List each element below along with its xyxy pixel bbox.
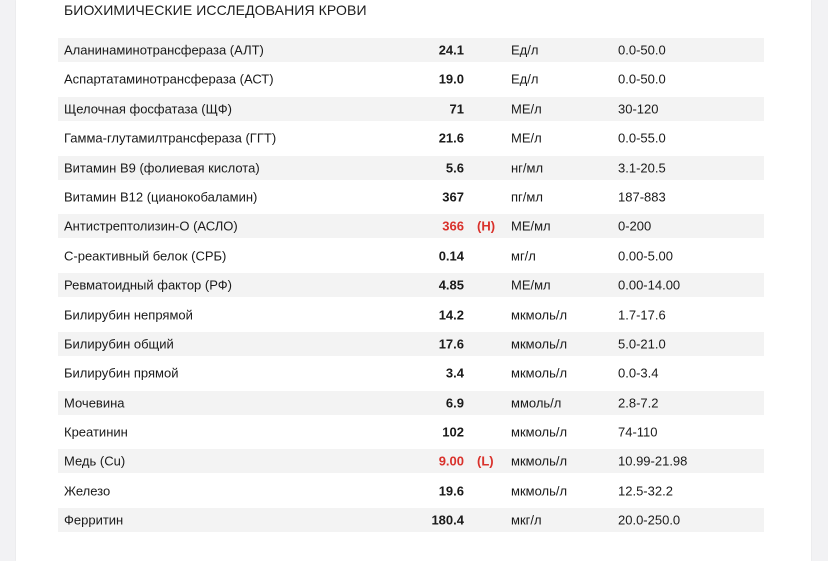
test-name: Щелочная фосфатаза (ЩФ) xyxy=(64,101,232,117)
test-unit: мкг/л xyxy=(511,512,542,528)
test-unit: МЕ/л xyxy=(511,130,542,146)
table-row xyxy=(58,361,764,385)
test-value: 14.2 xyxy=(438,307,464,323)
reference-range: 0.0-3.4 xyxy=(618,365,659,381)
table-row xyxy=(58,38,764,62)
test-value: 19.0 xyxy=(438,71,464,87)
test-value: 24.1 xyxy=(438,42,464,58)
test-value: 0.14 xyxy=(438,248,464,264)
report-page xyxy=(16,0,811,561)
test-unit: мкмоль/л xyxy=(511,453,568,469)
reference-range: 0.00-14.00 xyxy=(618,277,681,293)
test-unit: мкмоль/л xyxy=(511,365,568,381)
reference-range: 5.0-21.0 xyxy=(618,336,666,352)
table-row xyxy=(58,67,764,91)
reference-range: 0.0-50.0 xyxy=(618,71,666,87)
test-unit: Ед/л xyxy=(511,71,539,87)
reference-range: 1.7-17.6 xyxy=(618,307,666,323)
reference-range: 187-883 xyxy=(618,189,666,205)
test-name: Железо xyxy=(64,483,111,499)
abnormal-flag: (L) xyxy=(477,453,494,469)
test-name: Антистрептолизин-О (АСЛО) xyxy=(64,218,238,234)
table-row xyxy=(58,420,764,444)
test-value: 19.6 xyxy=(438,483,464,499)
reference-range: 0.00-5.00 xyxy=(618,248,673,264)
test-value: 17.6 xyxy=(438,336,464,352)
table-row xyxy=(58,273,764,297)
test-name: Гамма-глутамилтрансфераза (ГГТ) xyxy=(64,130,277,146)
reference-range: 0.0-55.0 xyxy=(618,130,666,146)
test-value: 9.00 xyxy=(438,453,464,469)
test-name: Мочевина xyxy=(64,395,125,411)
test-name: Билирубин общий xyxy=(64,336,174,352)
test-unit: мг/л xyxy=(511,248,536,264)
table-row xyxy=(58,97,764,121)
test-name: Ферритин xyxy=(64,512,124,528)
test-unit: Ед/л xyxy=(511,42,539,58)
test-name: Аспартатаминотрансфераза (АСТ) xyxy=(64,71,274,87)
reference-range: 0-200 xyxy=(618,218,652,234)
test-name: С-реактивный белок (СРБ) xyxy=(64,248,227,264)
test-value: 367 xyxy=(442,189,464,205)
reference-range: 30-120 xyxy=(618,101,659,117)
table-row xyxy=(58,126,764,150)
test-unit: МЕ/мл xyxy=(511,218,551,234)
abnormal-flag: (H) xyxy=(477,218,496,234)
results-table xyxy=(58,38,764,538)
reference-range: 3.1-20.5 xyxy=(618,160,666,176)
reference-range: 20.0-250.0 xyxy=(618,512,681,528)
table-row xyxy=(58,449,764,473)
test-unit: МЕ/л xyxy=(511,101,542,117)
test-unit: мкмоль/л xyxy=(511,307,568,323)
table-row xyxy=(58,479,764,503)
section-title: БИОХИМИЧЕСКИЕ ИССЛЕДОВАНИЯ КРОВИ xyxy=(64,2,367,18)
test-name: Аланинаминотрансфераза (АЛТ) xyxy=(64,42,264,58)
table-row xyxy=(58,214,764,238)
test-name: Витамин В9 (фолиевая кислота) xyxy=(64,160,260,176)
table-row xyxy=(58,508,764,532)
table-row xyxy=(58,156,764,180)
reference-range: 2.8-7.2 xyxy=(618,395,659,411)
test-value: 4.85 xyxy=(438,277,464,293)
test-name: Медь (Cu) xyxy=(64,453,126,469)
test-value: 102 xyxy=(442,424,464,440)
test-value: 71 xyxy=(449,101,464,117)
test-unit: ммоль/л xyxy=(511,395,562,411)
test-unit: мкмоль/л xyxy=(511,424,568,440)
test-value: 180.4 xyxy=(431,512,464,528)
table-row xyxy=(58,332,764,356)
reference-range: 74-110 xyxy=(618,424,658,440)
test-name: Ревматоидный фактор (РФ) xyxy=(64,277,232,293)
test-unit: мкмоль/л xyxy=(511,483,568,499)
table-row xyxy=(58,303,764,327)
test-name: Витамин В12 (цианокобаламин) xyxy=(64,189,258,205)
reference-range: 12.5-32.2 xyxy=(618,483,673,499)
test-value: 5.6 xyxy=(445,160,464,176)
test-unit: пг/мл xyxy=(511,189,543,205)
test-unit: мкмоль/л xyxy=(511,336,568,352)
test-name: Билирубин непрямой xyxy=(64,307,193,323)
reference-range: 0.0-50.0 xyxy=(618,42,666,58)
test-name: Креатинин xyxy=(64,424,128,440)
test-value: 366 xyxy=(442,218,464,234)
test-value: 6.9 xyxy=(445,395,464,411)
test-value: 21.6 xyxy=(438,130,464,146)
test-value: 3.4 xyxy=(445,365,464,381)
table-row xyxy=(58,244,764,268)
test-unit: нг/мл xyxy=(511,160,544,176)
table-row xyxy=(58,185,764,209)
test-unit: МЕ/мл xyxy=(511,277,551,293)
table-row xyxy=(58,391,764,415)
reference-range: 10.99-21.98 xyxy=(618,453,688,469)
test-name: Билирубин прямой xyxy=(64,365,179,381)
